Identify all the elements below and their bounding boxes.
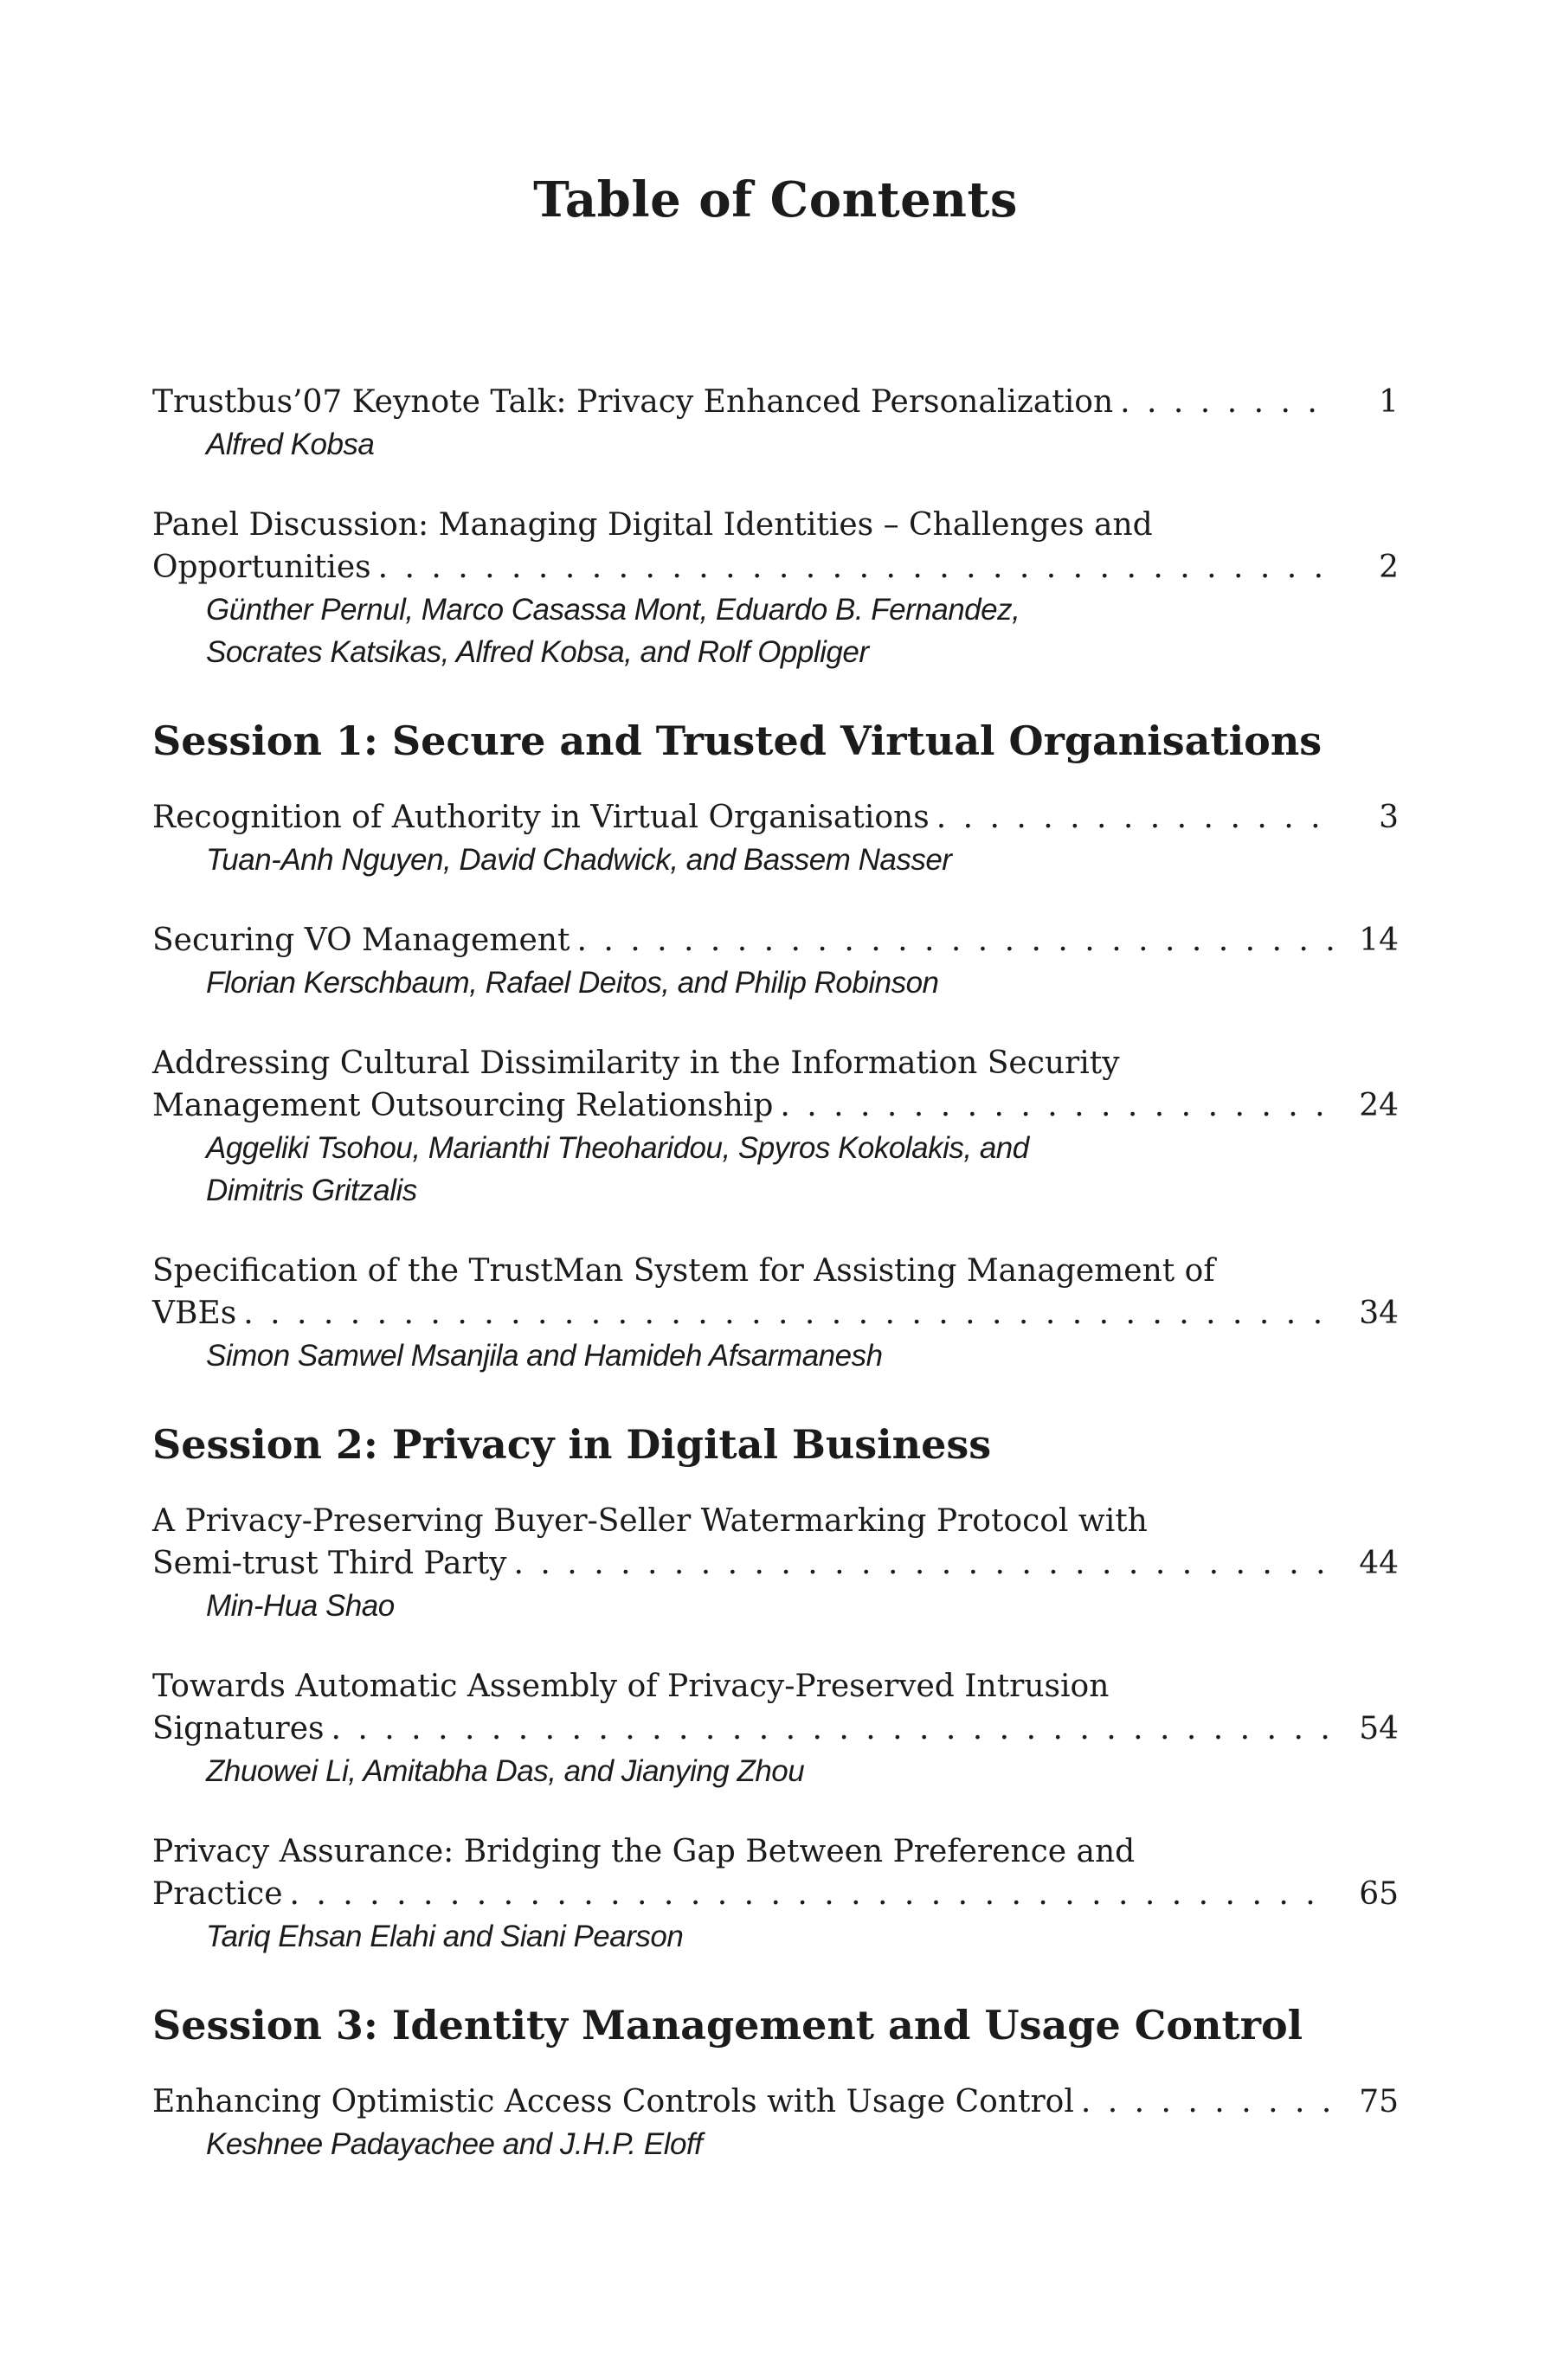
author-line: Socrates Katsikas, Alfred Kobsa, and Rolf Oppliger xyxy=(206,635,869,669)
entry-title-line: Enhancing Optimistic Access Controls with Usage Control xyxy=(152,2084,1074,2119)
entry-title-row xyxy=(152,1084,1399,1127)
page-number: 54 xyxy=(1359,1711,1399,1746)
entry-authors xyxy=(206,1915,1399,1958)
entry-title-row xyxy=(152,2081,1399,2123)
entry-title-row xyxy=(152,796,1399,839)
dot-leader xyxy=(378,546,1335,589)
entry-authors xyxy=(206,839,1399,881)
session-heading: Session 1: Secure and Trusted Virtual Organisations xyxy=(152,717,1323,764)
entry-title-line: Towards Automatic Assembly of Privacy-Preserved Intrusion xyxy=(152,1669,1110,1704)
page-number: 2 xyxy=(1379,550,1399,585)
author-line: Tariq Ehsan Elahi and Siani Pearson xyxy=(206,1920,684,1953)
entry-title-row xyxy=(152,1542,1399,1585)
entry-title-row xyxy=(152,546,1399,589)
entry-title-line: Signatures xyxy=(152,1711,325,1746)
author-line: Zhuowei Li, Amitabha Das, and Jianying Zhou xyxy=(206,1754,805,1788)
dot-leader xyxy=(936,796,1335,839)
toc-entry xyxy=(152,919,1399,1004)
toc-entry xyxy=(152,1830,1399,1958)
entry-title-line: Securing VO Management xyxy=(152,923,570,958)
entry-title-row xyxy=(152,1873,1399,1915)
entry-title-line: Privacy Assurance: Bridging the Gap Between Preference and xyxy=(152,1834,1136,1869)
page-number: 1 xyxy=(1379,384,1399,420)
entry-title-line: A Privacy-Preserving Buyer-Seller Watermarking Protocol with xyxy=(152,1503,1148,1539)
session-heading: Session 2: Privacy in Digital Business xyxy=(152,1421,992,1468)
entry-authors xyxy=(206,589,1399,673)
toc-entry xyxy=(152,1665,1399,1792)
page-number: 34 xyxy=(1359,1296,1399,1331)
author-line: Tuan-Anh Nguyen, David Chadwick, and Bassem Nasser xyxy=(206,843,952,877)
entry-authors xyxy=(206,1127,1399,1212)
entry-title-line: VBEs xyxy=(152,1296,237,1331)
author-line: Dimitris Gritzalis xyxy=(206,1174,417,1207)
dot-leader xyxy=(514,1542,1335,1585)
entry-authors xyxy=(206,1335,1399,1377)
dot-leader xyxy=(290,1873,1335,1915)
toc-entry xyxy=(152,381,1399,466)
toc-entry xyxy=(152,796,1399,881)
toc-entry xyxy=(152,2081,1399,2165)
author-line: Simon Samwel Msanjila and Hamideh Afsarmanesh xyxy=(206,1339,883,1373)
entry-title-line: Semi-trust Third Party xyxy=(152,1546,507,1581)
entry-title-line: Specification of the TrustMan System for Assisting Management of xyxy=(152,1253,1215,1289)
entry-title-line: Opportunities xyxy=(152,550,371,585)
toc-entry xyxy=(152,504,1399,673)
dot-leader xyxy=(1081,2081,1335,2123)
page-title: Table of Contents xyxy=(533,171,1018,228)
entry-title-line: Practice xyxy=(152,1876,283,1912)
toc-entry xyxy=(152,1500,1399,1627)
entry-authors xyxy=(206,1585,1399,1627)
page-number: 65 xyxy=(1359,1876,1399,1912)
author-line: Min-Hua Shao xyxy=(206,1589,395,1623)
author-line: Alfred Kobsa xyxy=(206,428,375,461)
page-number: 14 xyxy=(1359,923,1399,958)
entry-title-line: Recognition of Authority in Virtual Organisations xyxy=(152,800,930,835)
dot-leader xyxy=(331,1708,1335,1750)
author-line: Florian Kerschbaum, Rafael Deitos, and Philip Robinson xyxy=(206,966,939,1000)
entry-authors xyxy=(206,962,1399,1004)
entry-title-line: Panel Discussion: Managing Digital Identities – Challenges and xyxy=(152,507,1153,543)
page-number: 75 xyxy=(1359,2084,1399,2119)
page-number: 44 xyxy=(1359,1546,1399,1581)
toc-entry xyxy=(152,1042,1399,1212)
entry-title-row xyxy=(152,381,1399,423)
author-line: Keshnee Padayachee and J.H.P. Eloff xyxy=(206,2127,703,2161)
entry-authors xyxy=(206,2123,1399,2165)
page-number: 3 xyxy=(1379,800,1399,835)
entry-title-row xyxy=(152,1708,1399,1750)
entry-title-line: Addressing Cultural Dissimilarity in the Information Security xyxy=(152,1045,1120,1081)
page-number: 24 xyxy=(1359,1088,1399,1123)
entry-authors xyxy=(206,1750,1399,1792)
entry-title-line: Trustbus’07 Keynote Talk: Privacy Enhanced Personalization xyxy=(152,384,1114,420)
entry-title-row xyxy=(152,919,1399,962)
entry-title-line: Management Outsourcing Relationship xyxy=(152,1088,774,1123)
dot-leader xyxy=(1120,381,1335,423)
toc-list xyxy=(152,381,1399,2203)
entry-authors xyxy=(206,423,1399,466)
entry-title-row xyxy=(152,1292,1399,1335)
dot-leader xyxy=(243,1292,1335,1335)
session-heading: Session 3: Identity Management and Usage Control xyxy=(152,2002,1303,2049)
dot-leader xyxy=(780,1084,1335,1127)
dot-leader xyxy=(576,919,1335,962)
author-line: Aggeliki Tsohou, Marianthi Theoharidou, Spyros Kokolakis, and xyxy=(206,1131,1029,1165)
toc-entry xyxy=(152,1250,1399,1377)
author-line: Günther Pernul, Marco Casassa Mont, Eduardo B. Fernandez, xyxy=(206,593,1020,627)
